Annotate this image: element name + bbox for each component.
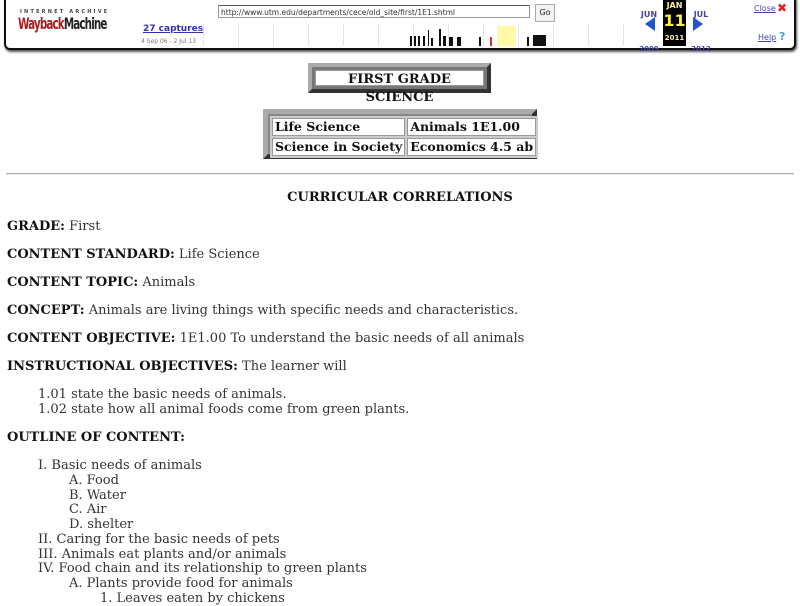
field-label: GRADE: xyxy=(7,219,65,234)
field-content-topic xyxy=(7,275,195,290)
field-instructional-objectives xyxy=(7,359,347,374)
close-x-icon[interactable]: ✖ xyxy=(777,1,788,15)
outline-heading xyxy=(7,430,185,445)
field-label: CONTENT STANDARD: xyxy=(7,247,175,262)
field-label: INSTRUCTIONAL OBJECTIVES: xyxy=(7,359,238,374)
outline-item: A. Food xyxy=(69,473,119,488)
field-value: 1E1.00 To understand the basic needs of all animals xyxy=(179,331,525,346)
field-value: The learner will xyxy=(242,359,347,374)
next-capture-arrow-icon[interactable] xyxy=(693,17,703,31)
current-year: 2011 xyxy=(664,34,685,42)
field-label: CONTENT TOPIC: xyxy=(7,275,139,290)
field-label: CONTENT OBJECTIVE: xyxy=(7,331,176,346)
section-heading: CURRICULAR CORRELATIONS xyxy=(287,190,513,205)
table-row xyxy=(272,138,536,156)
current-capture-date xyxy=(663,0,686,46)
capture-date-range: 4 Sep 06 - 2 Jul 13 xyxy=(141,38,197,45)
prev-year-label: 2009 xyxy=(639,45,659,53)
field-grade xyxy=(7,219,100,234)
field-content-objective xyxy=(7,331,524,346)
prev-capture-arrow-icon[interactable] xyxy=(645,17,655,31)
table-cell: Economics 4.5 ab xyxy=(407,138,536,156)
go-button[interactable]: Go xyxy=(535,4,555,22)
outline-item: IV. Food chain and its relationship to green plants xyxy=(38,561,367,576)
field-label: OUTLINE OF CONTENT: xyxy=(7,430,185,445)
outline-item: B. Water xyxy=(69,488,126,503)
wayback-machine-logo[interactable] xyxy=(18,15,107,33)
outline-item: A. Plants provide food for animals xyxy=(69,576,293,591)
prev-month-label: JUN xyxy=(640,10,658,19)
current-day: 11 xyxy=(663,11,686,30)
current-month: JAN xyxy=(666,1,683,10)
objective-item: 1.02 state how all animal foods come from green plants. xyxy=(38,402,410,417)
field-concept xyxy=(7,303,518,318)
standards-table xyxy=(263,109,537,159)
captures-link[interactable]: 27 captures xyxy=(143,24,204,34)
field-value: Life Science xyxy=(178,247,260,262)
internet-archive-label: INTERNET ARCHIVE xyxy=(20,9,110,15)
outline-item: D. shelter xyxy=(69,517,134,532)
table-cell: Animals 1E1.00 xyxy=(407,118,536,136)
close-link[interactable]: Close xyxy=(754,4,776,13)
logo-wayback-text: Wayback xyxy=(18,14,64,33)
outline-item: III. Animals eat plants and/or animals xyxy=(38,547,287,562)
field-label: CONCEPT: xyxy=(7,303,85,318)
table-row xyxy=(272,118,536,136)
url-input[interactable]: http://www.utm.edu/departments/cece/old_site/first/1E1.shtml xyxy=(218,5,530,18)
outline-item: II. Caring for the basic needs of pets xyxy=(38,532,280,547)
page-title-box xyxy=(308,63,491,105)
horizontal-divider xyxy=(6,173,794,175)
help-question-icon[interactable]: ? xyxy=(779,30,786,43)
field-value: Animals xyxy=(142,275,196,290)
next-year-link[interactable] xyxy=(688,36,714,55)
capture-sparkline[interactable] xyxy=(203,24,623,46)
logo-machine-text: Machine xyxy=(63,14,107,33)
help-link[interactable]: Help xyxy=(758,33,777,42)
field-content-standard xyxy=(7,247,260,262)
next-month-label: JUL xyxy=(693,10,709,19)
objective-item: 1.01 state the basic needs of animals. xyxy=(38,387,287,402)
outline-item: I. Basic needs of animals xyxy=(38,458,202,473)
table-cell: Life Science xyxy=(272,118,405,136)
outline-item: 1. Leaves eaten by chickens xyxy=(100,591,285,606)
table-cell: Science in Society xyxy=(272,138,405,156)
field-value: First xyxy=(69,219,101,234)
prev-year-link[interactable] xyxy=(636,36,662,55)
next-year-label: 2012 xyxy=(691,45,711,53)
page-title: FIRST GRADE SCIENCE xyxy=(315,70,484,86)
wayback-toolbar xyxy=(0,0,800,53)
field-value: Animals are living things with specific needs and characteristics. xyxy=(88,303,519,318)
outline-item: C. Air xyxy=(69,502,107,517)
